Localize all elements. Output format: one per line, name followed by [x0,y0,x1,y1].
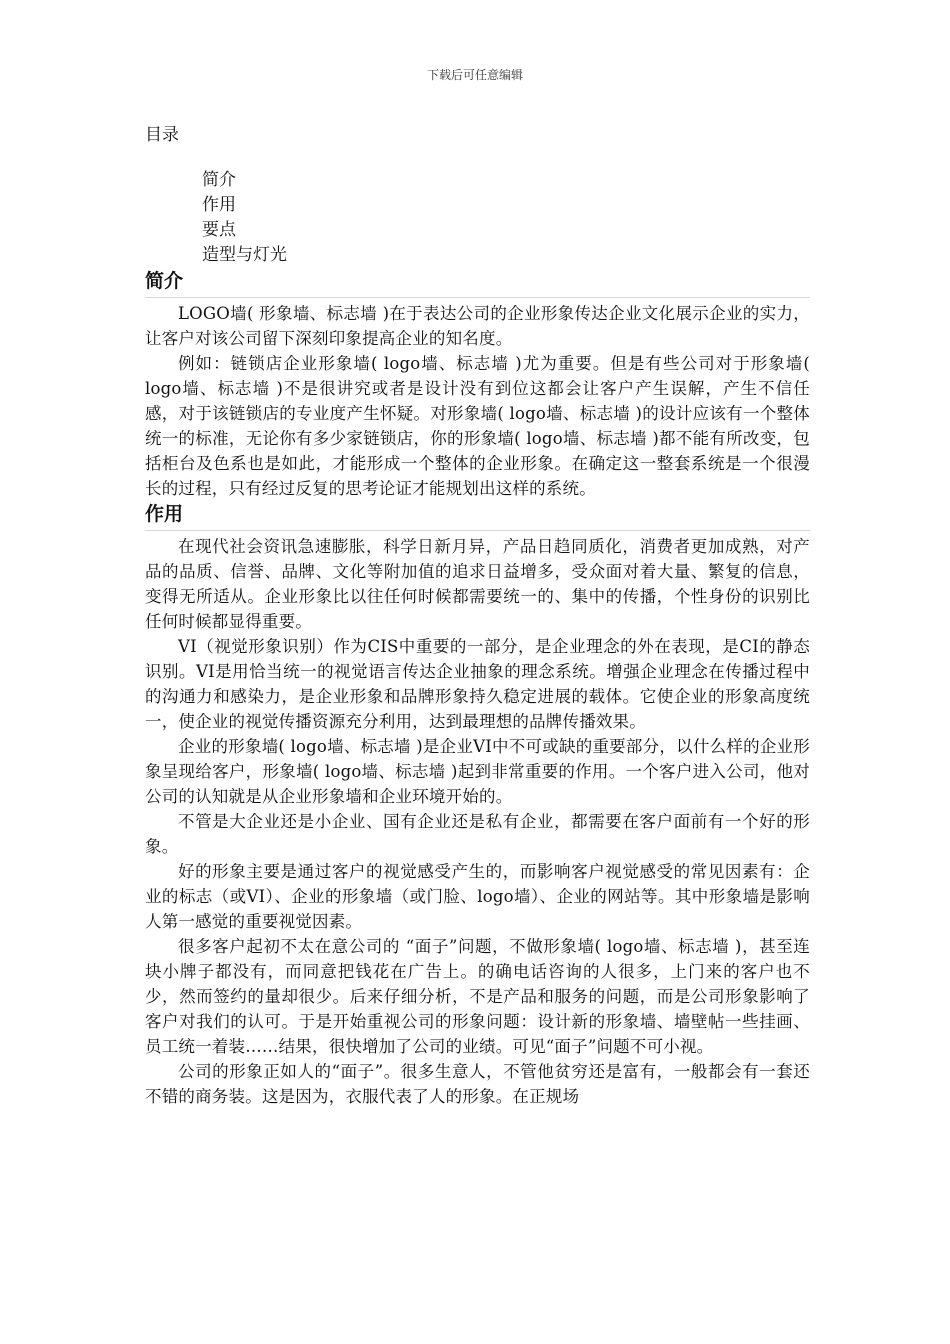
paragraph: 例如：链锁店企业形象墙( logo墙、标志墙 )尤为重要。但是有些公司对于形象墙( logo墙、标志墙 )不是很讲究或者是设计没有到位这都会让客户产生误解，产生不信任感，对于该链锁店的专业度产生怀疑。对形象墙( logo墙、标志墙 )的设计应该有一个整体统一的标准，无论你有多少家链锁店，你的形象墙( logo墙、标志墙 )都不能有所改变，包括柜台及色系也是如此，才能形成一个整体的企业形象。在确定这一整套系统是一个很漫长的过程，只有经过反复的思考论证才能规划出这样的系统。 [145,354,810,498]
paragraph: 不管是大企业还是小企业、国有企业还是私有企业，都需要在客户面前有一个好的形象。 [145,812,810,856]
paragraph: 公司的形象正如人的“面子”。很多生意人，不管他贫穷还是富有，一般都会有一套还不错的商务装。这是因为，衣服代表了人的形象。在正规场 [145,1062,810,1106]
toc-title: 目录 [145,125,179,145]
header-note: 下载后可任意编辑 [426,68,523,82]
toc-item-intro[interactable]: 简介 [202,170,236,190]
paragraph: 企业的形象墙( logo墙、标志墙 )是企业VI中不可或缺的重要部分，以什么样的企业形象呈现给客户，形象墙( logo墙、标志墙 )起到非常重要的作用。一个客户进入公司，他对公司的认知就是从企业形象墙和企业环境开始的。 [145,737,810,806]
section-heading-function: 作用 [145,501,810,531]
paragraph: 在现代社会资讯急速膨胀，科学日新月异，产品日趋同质化，消费者更加成熟，对产品的品质、信誉、品牌、文化等附加值的追求日益增多，受众面对着大量、繁复的信息，变得无所适从。企业形象比以往任何时候都需要统一的、集中的传播，个性身份的识别比任何时候都显得重要。 [145,537,810,631]
paragraph: 很多客户起初不太在意公司的 “面子”问题，不做形象墙( logo墙、标志墙 )，甚至连块小牌子都没有，而同意把钱花在广告上。的确电话咨询的人很多，上门来的客户也不少，然而签约的量却很少。后来仔细分析，不是产品和服务的问题，而是公司形象影响了客户对我们的认可。于是开始重视公司的形象问题：设计新的形象墙、墙壁帖一些挂画、员工统一着装……结果，很快增加了公司的业绩。可见“面子”问题不可小视。 [145,937,810,1056]
document-content [145,122,810,1109]
toc-item-function[interactable]: 作用 [202,195,236,215]
paragraph: LOGO墙( 形象墙、标志墙 )在于表达公司的企业形象传达企业文化展示企业的实力，让客户对该公司留下深刻印象提高企业的知名度。 [145,304,810,348]
section-body-intro [145,298,810,501]
toc-item-shape-lighting[interactable]: 造型与灯光 [202,245,287,265]
paragraph: VI（视觉形象识别）作为CIS中重要的一部分，是企业理念的外在表现，是CI的静态识别。VI是用恰当统一的视觉语言传达企业抽象的理念系统。增强企业理念在传播过程中的沟通力和感染力，是企业形象和品牌形象持久稳定进展的载体。它使企业的形象高度统一，使企业的视觉传播资源充分利用，达到最理想的品牌传播效果。 [145,637,810,731]
section-heading-intro: 简介 [145,268,810,298]
section-body-function [145,531,810,1109]
paragraph: 好的形象主要是通过客户的视觉感受产生的，而影响客户视觉感受的常见因素有：企业的标志（或VI）、企业的形象墙（或门脸、logo墙）、企业的网站等。其中形象墙是影响人第一感觉的重要视觉因素。 [145,862,810,931]
toc-list [145,168,810,268]
toc-item-key-points[interactable]: 要点 [202,220,236,240]
